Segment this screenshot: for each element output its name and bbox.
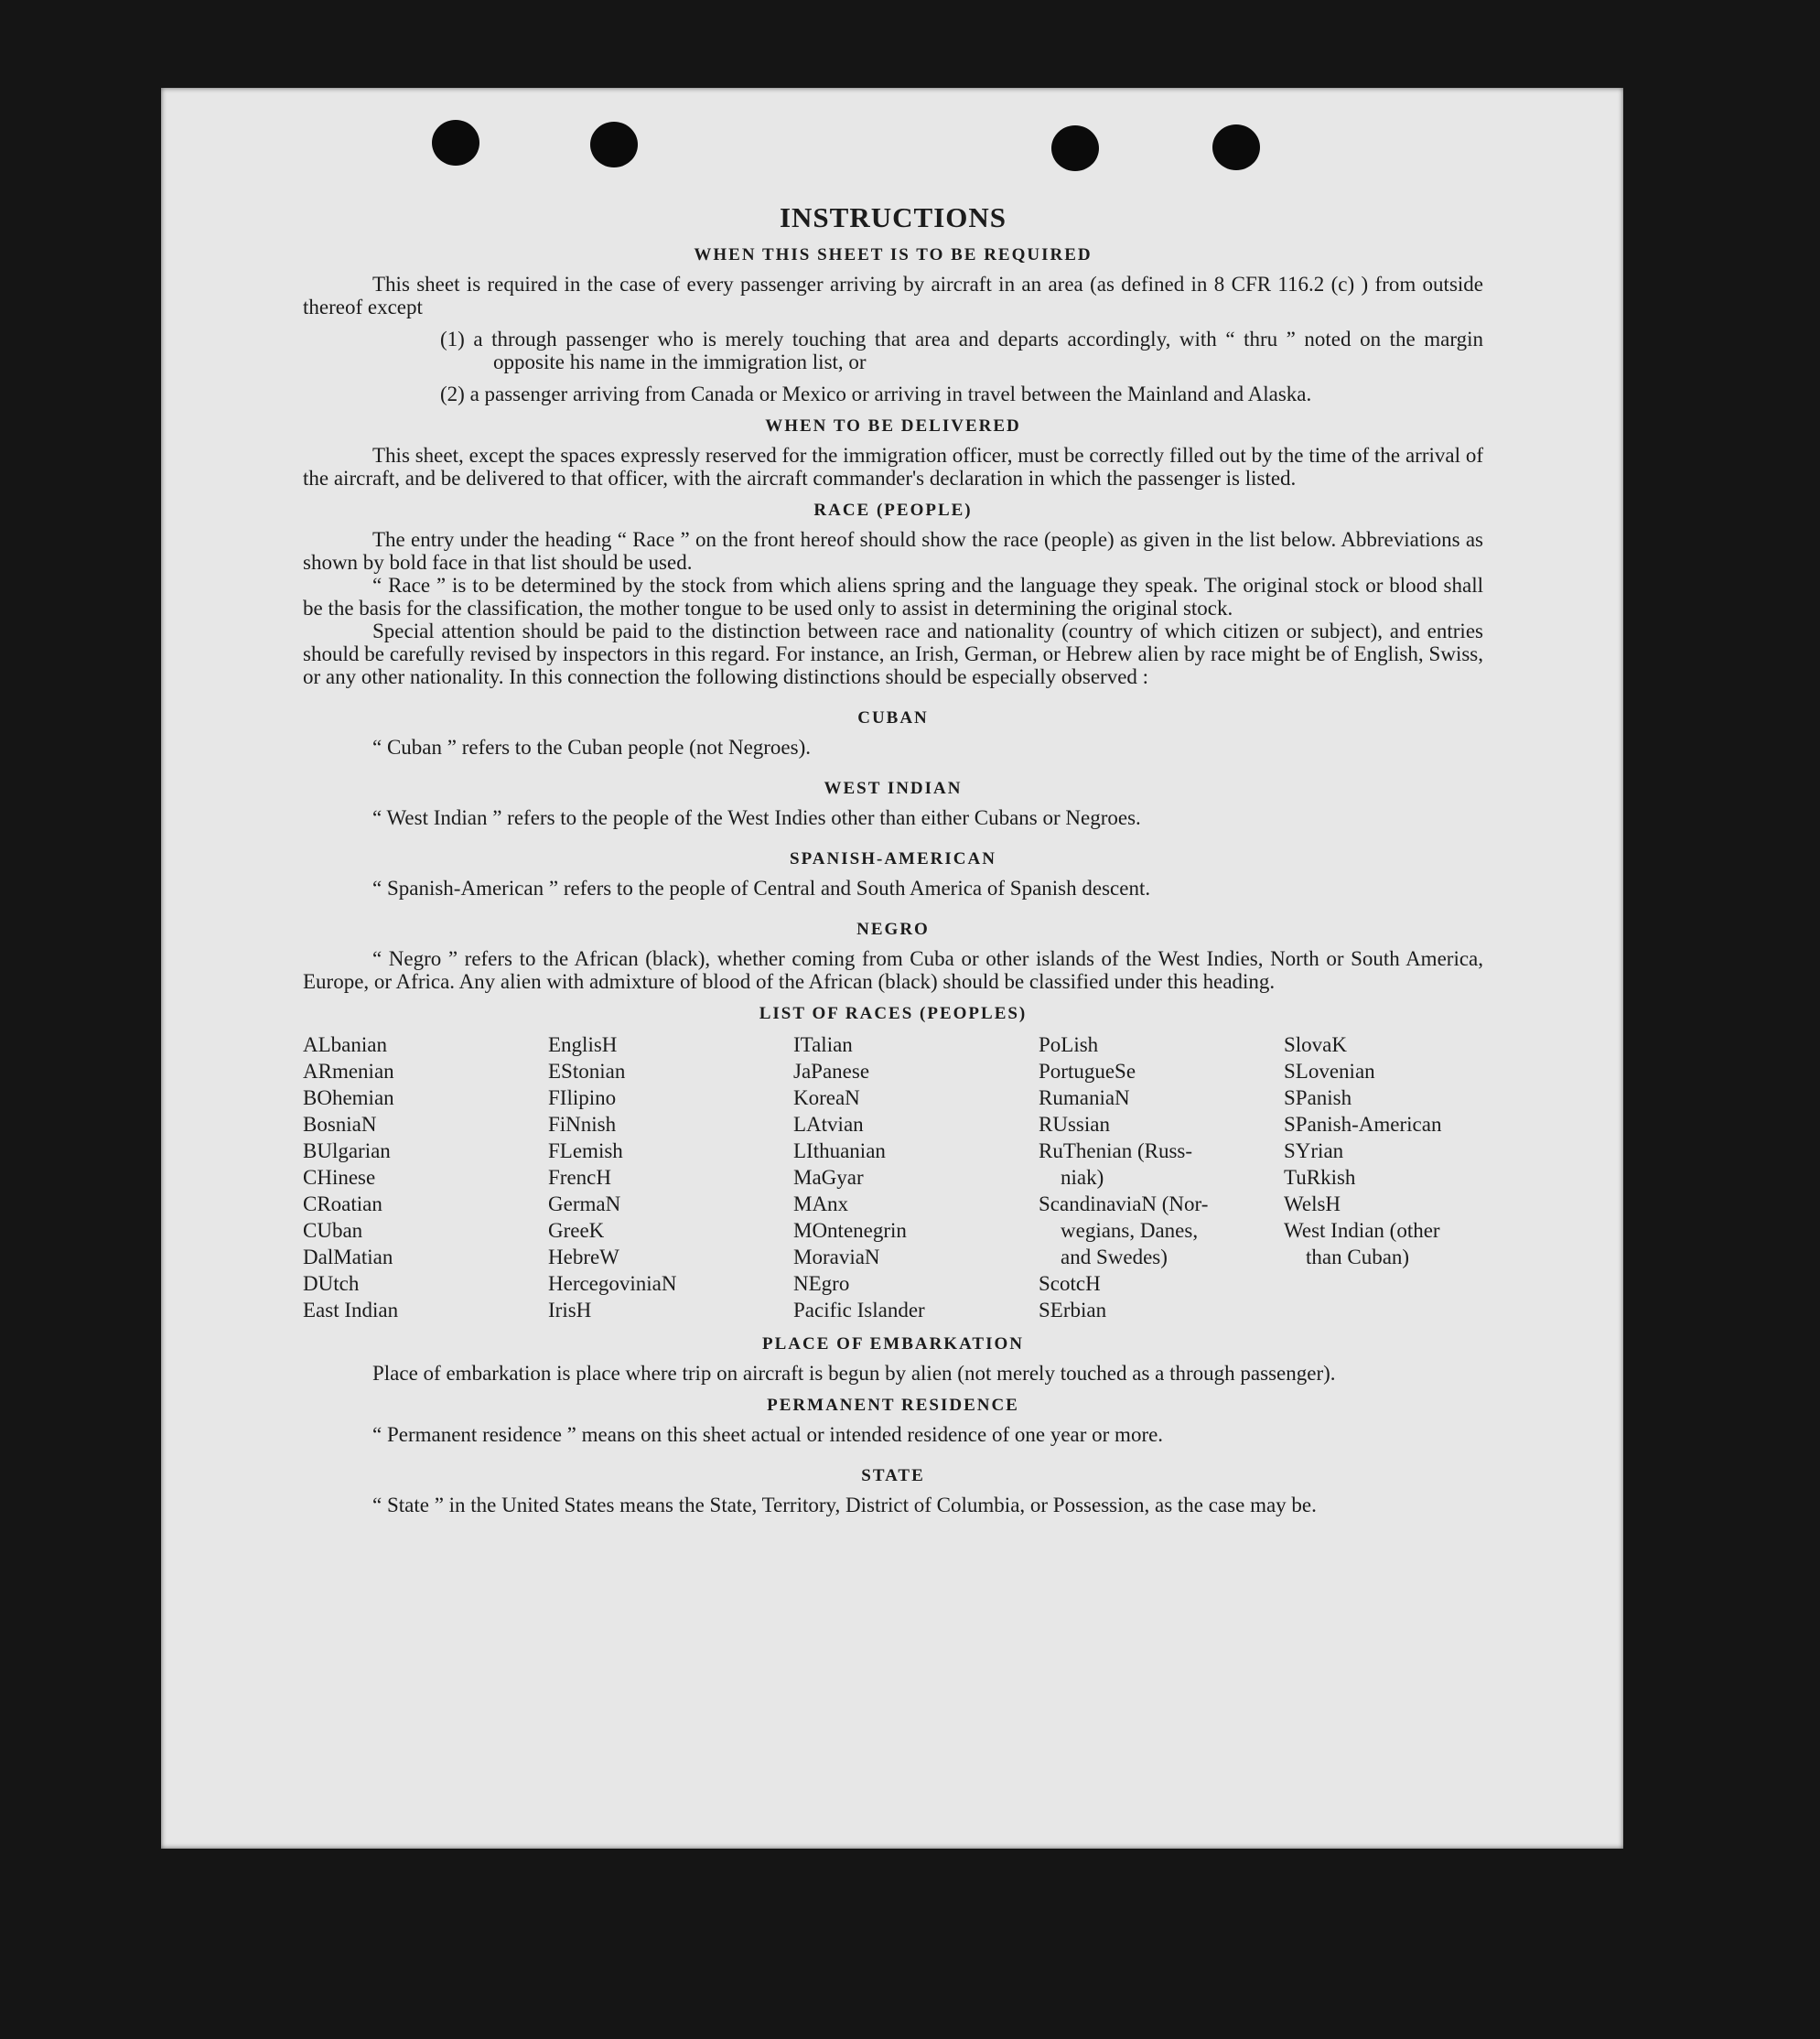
paragraph: “ Permanent residence ” means on this sheet actual or intended residence of one year or more. [372, 1423, 1164, 1446]
race-entry: BUlgarian [303, 1139, 391, 1162]
race-entry: MoraviaN [793, 1246, 880, 1268]
race-entry: wegians, Danes, [1061, 1219, 1199, 1242]
race-entry: FLemish [548, 1139, 623, 1162]
race-entry: BosniaN [303, 1113, 377, 1136]
paragraph: Special attention should be paid to the distinction between race and nationality (country of which citizen or subject), and entries should be carefully revised by inspectors in this regard. For instance, an Irish, German, or Hebrew alien by race might be of English, Swiss, or any other nationality. In this connection the following distinctions should be especially observed : [303, 620, 1483, 688]
race-entry: JaPanese [793, 1060, 870, 1083]
race-entry: KoreaN [793, 1086, 860, 1109]
paragraph: “ West Indian ” refers to the people of the West Indies other than either Cubans or Negroes. [372, 806, 1141, 829]
paragraph: This sheet, except the spaces expressly reserved for the immigration officer, must be correctly filled out by the time of the arrival of the aircraft, and be delivered to that officer, with the aircraft commander's declaration in which the passenger is listed. [303, 444, 1483, 490]
race-entry: ARmenian [303, 1060, 394, 1083]
race-entry: MAnx [793, 1192, 849, 1215]
race-entry: SPanish [1284, 1086, 1352, 1109]
heading-spanish-american: SPANISH-AMERICAN [790, 849, 996, 868]
paragraph: “ Spanish-American ” refers to the people of Central and South America of Spanish descent. [372, 877, 1151, 900]
page-title: INSTRUCTIONS [779, 201, 1007, 233]
punch-hole [590, 122, 638, 167]
heading-negro: NEGRO [856, 920, 930, 939]
paragraph: Place of embarkation is place where trip on aircraft is begun by alien (not merely touched as a through passenger). [372, 1362, 1336, 1385]
heading-permanent-residence: PERMANENT RESIDENCE [767, 1396, 1019, 1415]
heading-when-delivered: WHEN TO BE DELIVERED [765, 416, 1021, 436]
race-entry: DUtch [303, 1272, 360, 1295]
heading-state: STATE [861, 1466, 925, 1485]
paragraph: The entry under the heading “ Race ” on the front hereof should show the race (people) as given in the list below. Abbreviations as shown by bold face in that list should be used. [303, 528, 1483, 574]
paragraph: “ Negro ” refers to the African (black), whether coming from Cuba or other islands of the West Indies, North or South America, Europe, or Africa. Any alien with admixture of blood of the African (black) should be classified under this heading. [303, 947, 1483, 993]
race-entry: RuThenian (Russ- [1039, 1139, 1193, 1162]
race-entry: HercegoviniaN [548, 1272, 677, 1295]
race-entry: MaGyar [793, 1166, 864, 1189]
punch-hole [1051, 125, 1099, 171]
heading-race: RACE (PEOPLE) [813, 501, 973, 520]
race-entry: ITalian [793, 1033, 853, 1056]
races-column [793, 1031, 1039, 1323]
punch-hole [432, 120, 479, 166]
race-entry: and Swedes) [1061, 1246, 1168, 1268]
race-entry: LIthuanian [793, 1139, 886, 1162]
race-entry: ScotcH [1039, 1272, 1101, 1295]
race-entry: West Indian (other [1284, 1219, 1440, 1242]
instructions-body [303, 201, 1483, 1516]
race-entry: East Indian [303, 1299, 399, 1322]
race-entry: CHinese [303, 1166, 376, 1189]
race-entry: LAtvian [793, 1113, 864, 1136]
race-entry: SlovaK [1284, 1033, 1347, 1056]
race-entry: IrisH [548, 1299, 592, 1322]
race-entry: DalMatian [303, 1246, 393, 1268]
race-entry: ScandinaviaN (Nor- [1039, 1192, 1209, 1215]
races-column [1039, 1031, 1284, 1323]
race-entry: CUban [303, 1219, 363, 1242]
race-entry: GreeK [548, 1219, 605, 1242]
heading-when-required: WHEN THIS SHEET IS TO BE REQUIRED [694, 245, 1093, 264]
race-entry: FIlipino [548, 1086, 617, 1109]
races-column [548, 1031, 793, 1323]
race-entry: EStonian [548, 1060, 626, 1083]
race-entry: CRoatian [303, 1192, 382, 1215]
race-entry: ALbanian [303, 1033, 387, 1056]
heading-west-indian: WEST INDIAN [824, 779, 963, 798]
race-entry: SYrian [1284, 1139, 1344, 1162]
race-entry: PoLish [1039, 1033, 1099, 1056]
race-entry: PortugueSe [1039, 1060, 1136, 1083]
race-entry: RUssian [1039, 1113, 1110, 1136]
race-entry: TuRkish [1284, 1166, 1356, 1189]
race-entry: MOntenegrin [793, 1219, 907, 1242]
exception-item: (1) a through passenger who is merely touching that area and departs accordingly, with “ thru ” noted on the margin opposite his name in the immigration list, or [440, 328, 1483, 373]
race-entry: FiNnish [548, 1113, 617, 1136]
punch-hole [1212, 124, 1260, 170]
race-entry: niak) [1061, 1166, 1104, 1189]
heading-embarkation: PLACE OF EMBARKATION [762, 1334, 1024, 1354]
exception-item: (2) a passenger arriving from Canada or Mexico or arriving in travel between the Mainland and Alaska. [440, 383, 1312, 405]
races-column [303, 1031, 548, 1323]
race-entry: HebreW [548, 1246, 619, 1268]
race-entry: WelsH [1284, 1192, 1341, 1215]
heading-list-of-races: LIST OF RACES (PEOPLES) [759, 1004, 1028, 1023]
race-entry: SPanish-American [1284, 1113, 1442, 1136]
races-list [303, 1031, 1483, 1323]
paragraph: “ Cuban ” refers to the Cuban people (not Negroes). [372, 736, 812, 759]
race-entry: NEgro [793, 1272, 850, 1295]
race-entry: than Cuban) [1306, 1246, 1410, 1268]
races-column [1284, 1031, 1483, 1323]
race-entry: RumaniaN [1039, 1086, 1130, 1109]
race-entry: GermaN [548, 1192, 621, 1215]
race-entry: BOhemian [303, 1086, 394, 1109]
paragraph: This sheet is required in the case of every passenger arriving by aircraft in an area (as defined in 8 CFR 116.2 (c) ) from outside thereof except [303, 273, 1483, 318]
document-sheet [161, 88, 1623, 1849]
race-entry: FrencH [548, 1166, 611, 1189]
paragraph: “ Race ” is to be determined by the stock from which aliens spring and the language they speak. The original stock or blood shall be the basis for the classification, the mother tongue to be used only to assist in determining the original stock. [303, 574, 1483, 620]
race-entry: EnglisH [548, 1033, 618, 1056]
heading-cuban: CUBAN [857, 708, 929, 728]
race-entry: Pacific Islander [793, 1299, 925, 1322]
race-entry: SLovenian [1284, 1060, 1375, 1083]
race-entry: SErbian [1039, 1299, 1107, 1322]
paragraph: “ State ” in the United States means the State, Territory, District of Columbia, or Possession, as the case may be. [372, 1494, 1317, 1516]
